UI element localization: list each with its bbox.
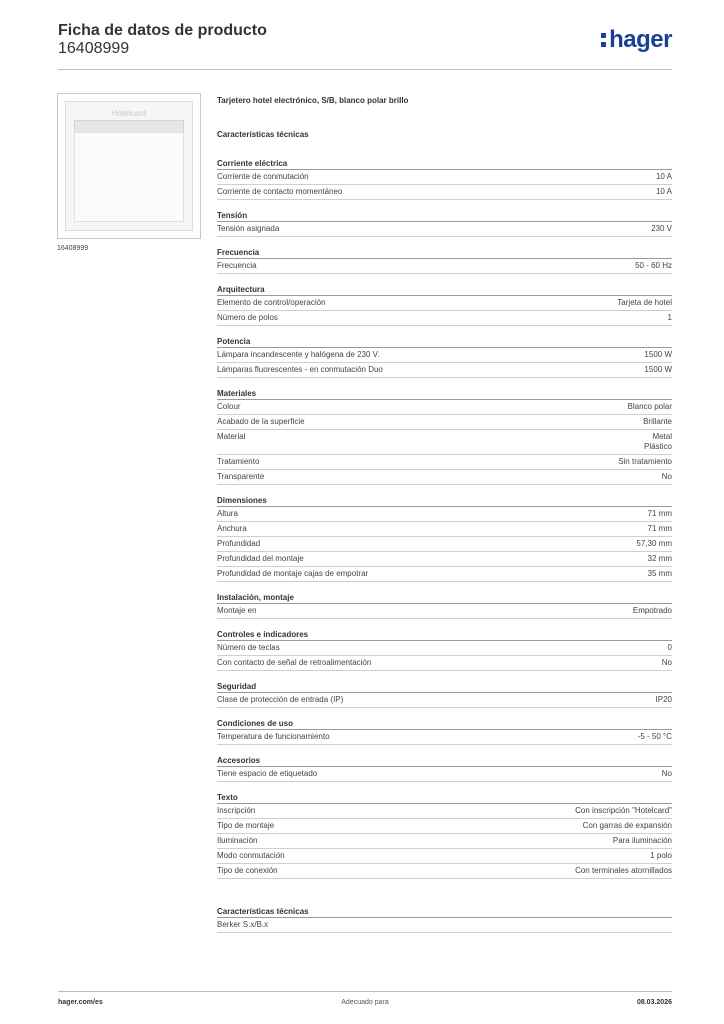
spec-row: [217, 804, 672, 819]
spec-label: Material: [217, 432, 246, 441]
spec-row: [217, 259, 672, 274]
spec-value-line: 10 A: [655, 172, 672, 181]
spec-value-line: 1500 W: [644, 350, 672, 359]
spec-label: Profundidad del montaje: [217, 554, 304, 563]
spec-value: [628, 402, 672, 412]
footer-website-link[interactable]: hager.com/es: [58, 999, 103, 1006]
spec-label: Modo conmutación: [217, 851, 285, 860]
spec-content: [217, 96, 672, 942]
spec-row: [217, 455, 672, 470]
spec-value-line: No: [661, 658, 672, 667]
spec-value: [662, 769, 672, 779]
spec-row: [217, 170, 672, 185]
spec-group: [217, 157, 672, 200]
spec-label: Corriente de contacto momentáneo: [217, 187, 343, 196]
spec-value: [648, 524, 672, 534]
spec-row: [217, 849, 672, 864]
spec-group: [217, 387, 672, 485]
spec-value: [618, 457, 672, 467]
spec-label: Berker S.x/B.x: [217, 920, 269, 929]
spec-value-line: Plástico: [643, 442, 672, 451]
spec-row: [217, 537, 672, 552]
spec-label: Número de polos: [217, 313, 278, 322]
spec-row: [217, 470, 672, 485]
spec-value: [583, 821, 672, 831]
spec-value: [633, 606, 672, 616]
spec-label: Clase de protección de entrada (IP): [217, 695, 344, 704]
spec-row: [217, 296, 672, 311]
spec-label: Profundidad de montaje cajas de empotrar: [217, 569, 369, 578]
spec-value-line: 35 mm: [647, 569, 672, 578]
spec-value: [662, 658, 672, 668]
spec-row: [217, 918, 672, 933]
footer-center-text: Adecuado para: [341, 999, 389, 1006]
spec-label: Anchura: [217, 524, 247, 533]
image-caption: 16408999: [57, 245, 89, 252]
spec-row: [217, 222, 672, 237]
spec-value-line: 50 - 60 Hz: [635, 261, 672, 270]
spec-label: Temperatura de funcionamiento: [217, 732, 330, 741]
spec-value-line: Blanco polar: [627, 402, 672, 411]
spec-label: Acabado de la superficie: [217, 417, 305, 426]
spec-value: [636, 539, 672, 549]
spec-group: [217, 209, 672, 237]
spec-value: [651, 224, 672, 234]
spec-label: Transparente: [217, 472, 265, 481]
hager-logo: [601, 26, 672, 54]
extra-group-title: Características técnicas: [217, 905, 672, 918]
spec-value: [644, 432, 672, 452]
spec-value: [648, 509, 672, 519]
spec-value-line: IP20: [655, 695, 672, 704]
spec-group: [217, 680, 672, 708]
spec-row: [217, 311, 672, 326]
product-name: Tarjetero hotel electrónico, S/B, blanco polar brillo: [217, 96, 409, 105]
spec-value: [656, 187, 672, 197]
extra-group: [217, 905, 672, 933]
spec-group: [217, 717, 672, 745]
spec-label: Número de teclas: [217, 643, 280, 652]
spec-group-title: Instalación, montaje: [217, 591, 672, 604]
spec-value-line: Con inscripción "Hotelcard": [575, 806, 672, 815]
spec-label: Tensión asignada: [217, 224, 280, 233]
spec-value: [638, 732, 672, 742]
spec-group-title: Accesorios: [217, 754, 672, 767]
spec-label: Montaje en: [217, 606, 257, 615]
spec-row: [217, 400, 672, 415]
spec-value-line: Con terminales atornillados: [575, 866, 672, 875]
spec-row: [217, 604, 672, 619]
spec-value: [613, 836, 672, 846]
spec-group-title: Controles e indicadores: [217, 628, 672, 641]
spec-row: [217, 363, 672, 378]
spec-value: [617, 298, 672, 308]
spec-value-line: No: [661, 472, 672, 481]
spec-label: Elemento de control/operación: [217, 298, 326, 307]
spec-row: [217, 507, 672, 522]
plate-label: Hotelcard: [111, 109, 147, 118]
spec-value: [643, 417, 672, 427]
spec-value: [662, 472, 672, 482]
spec-label: Iluminación: [217, 836, 258, 845]
spec-group: [217, 591, 672, 619]
spec-value-line: 71 mm: [647, 524, 672, 533]
spec-value-line: Con garras de expansión: [582, 821, 672, 830]
spec-row: [217, 834, 672, 849]
spec-row: [217, 819, 672, 834]
spec-group: [217, 754, 672, 782]
spec-group-title: Potencia: [217, 335, 672, 348]
spec-value-line: Para iluminación: [612, 836, 672, 845]
spec-label: Tipo de conexión: [217, 866, 278, 875]
spec-group: [217, 494, 672, 582]
spec-value: [656, 695, 672, 705]
hotel-card-switch-illustration: [65, 101, 193, 231]
spec-group-title: Tensión: [217, 209, 672, 222]
spec-group-title: Corriente eléctrica: [217, 157, 672, 170]
spec-group-title: Texto: [217, 791, 672, 804]
spec-group: [217, 283, 672, 326]
product-code: 16408999: [58, 40, 130, 57]
spec-label: Corriente de conmutación: [217, 172, 309, 181]
spec-row: [217, 185, 672, 200]
spec-row: [217, 430, 672, 455]
spec-group-title: Dimensiones: [217, 494, 672, 507]
spec-value: [668, 643, 672, 653]
logo-dots-icon: [601, 29, 607, 49]
spec-group-title: Materiales: [217, 387, 672, 400]
spec-row: [217, 552, 672, 567]
spec-value-line: 1500 W: [644, 365, 672, 374]
spec-value: [656, 172, 672, 182]
spec-label: Lámpara incandescente y halógena de 230 V.: [217, 350, 380, 359]
spec-value-line: -5 - 50 °C: [637, 732, 672, 741]
spec-row: [217, 864, 672, 879]
spec-group: [217, 628, 672, 671]
spec-label: Inscripción: [217, 806, 256, 815]
spec-group-title: Condiciones de uso: [217, 717, 672, 730]
spec-value-line: 1: [667, 313, 672, 322]
spec-label: Tipo de montaje: [217, 821, 275, 830]
spec-value-line: 230 V: [651, 224, 672, 233]
spec-value: [648, 554, 672, 564]
spec-value: [575, 806, 672, 816]
spec-label: Profundidad: [217, 539, 261, 548]
spec-group-title: Arquitectura: [217, 283, 672, 296]
spec-groups: [217, 157, 672, 879]
footer-date: 08.03.2026: [636, 999, 672, 1006]
spec-value: [650, 851, 672, 861]
spec-value: [575, 866, 672, 876]
spec-group-title: Seguridad: [217, 680, 672, 693]
spec-group: [217, 246, 672, 274]
spec-value-line: Empotrado: [632, 606, 672, 615]
document-title: Ficha de datos de producto: [58, 22, 267, 39]
spec-value-line: Tarjeta de hotel: [617, 298, 672, 307]
page-footer: [58, 991, 672, 1011]
spec-value-line: 1 polo: [650, 851, 672, 860]
spec-row: [217, 730, 672, 745]
spec-label: Tiene espacio de etiquetado: [217, 769, 318, 778]
spec-value: [648, 569, 672, 579]
product-image: [57, 93, 201, 239]
spec-row: [217, 567, 672, 582]
spec-row: [217, 522, 672, 537]
spec-row: [217, 656, 672, 671]
spec-label: Colour: [217, 402, 241, 411]
spec-value-line: 10 A: [655, 187, 672, 196]
spec-value: [668, 313, 672, 323]
spec-row: [217, 348, 672, 363]
spec-group: [217, 335, 672, 378]
spec-value-line: 71 mm: [647, 509, 672, 518]
spec-row: [217, 693, 672, 708]
logo-text: hager: [609, 26, 672, 53]
spec-value: [644, 365, 672, 375]
spec-value-line: Sin tratamiento: [618, 457, 672, 466]
section-title: Características técnicas: [217, 130, 309, 139]
spec-row: [217, 415, 672, 430]
spec-label: Con contacto de señal de retroalimentación: [217, 658, 372, 667]
spec-row: [217, 641, 672, 656]
spec-value: [635, 261, 672, 271]
spec-value-line: Metal: [652, 432, 672, 441]
card-face: [74, 132, 184, 222]
spec-row: [217, 767, 672, 782]
spec-label: Altura: [217, 509, 238, 518]
spec-value-line: Brillante: [643, 417, 672, 426]
spec-value-line: 57,30 mm: [636, 539, 672, 548]
spec-group: [217, 791, 672, 879]
spec-group-title: Frecuencia: [217, 246, 672, 259]
page-header: [58, 22, 672, 70]
spec-label: Lámparas fluorescentes - en conmutación Duo: [217, 365, 383, 374]
spec-label: Frecuencia: [217, 261, 257, 270]
spec-value-line: 0: [667, 643, 672, 652]
spec-value: [644, 350, 672, 360]
spec-value-line: 32 mm: [647, 554, 672, 563]
spec-label: Tratamiento: [217, 457, 260, 466]
spec-value-line: No: [661, 769, 672, 778]
